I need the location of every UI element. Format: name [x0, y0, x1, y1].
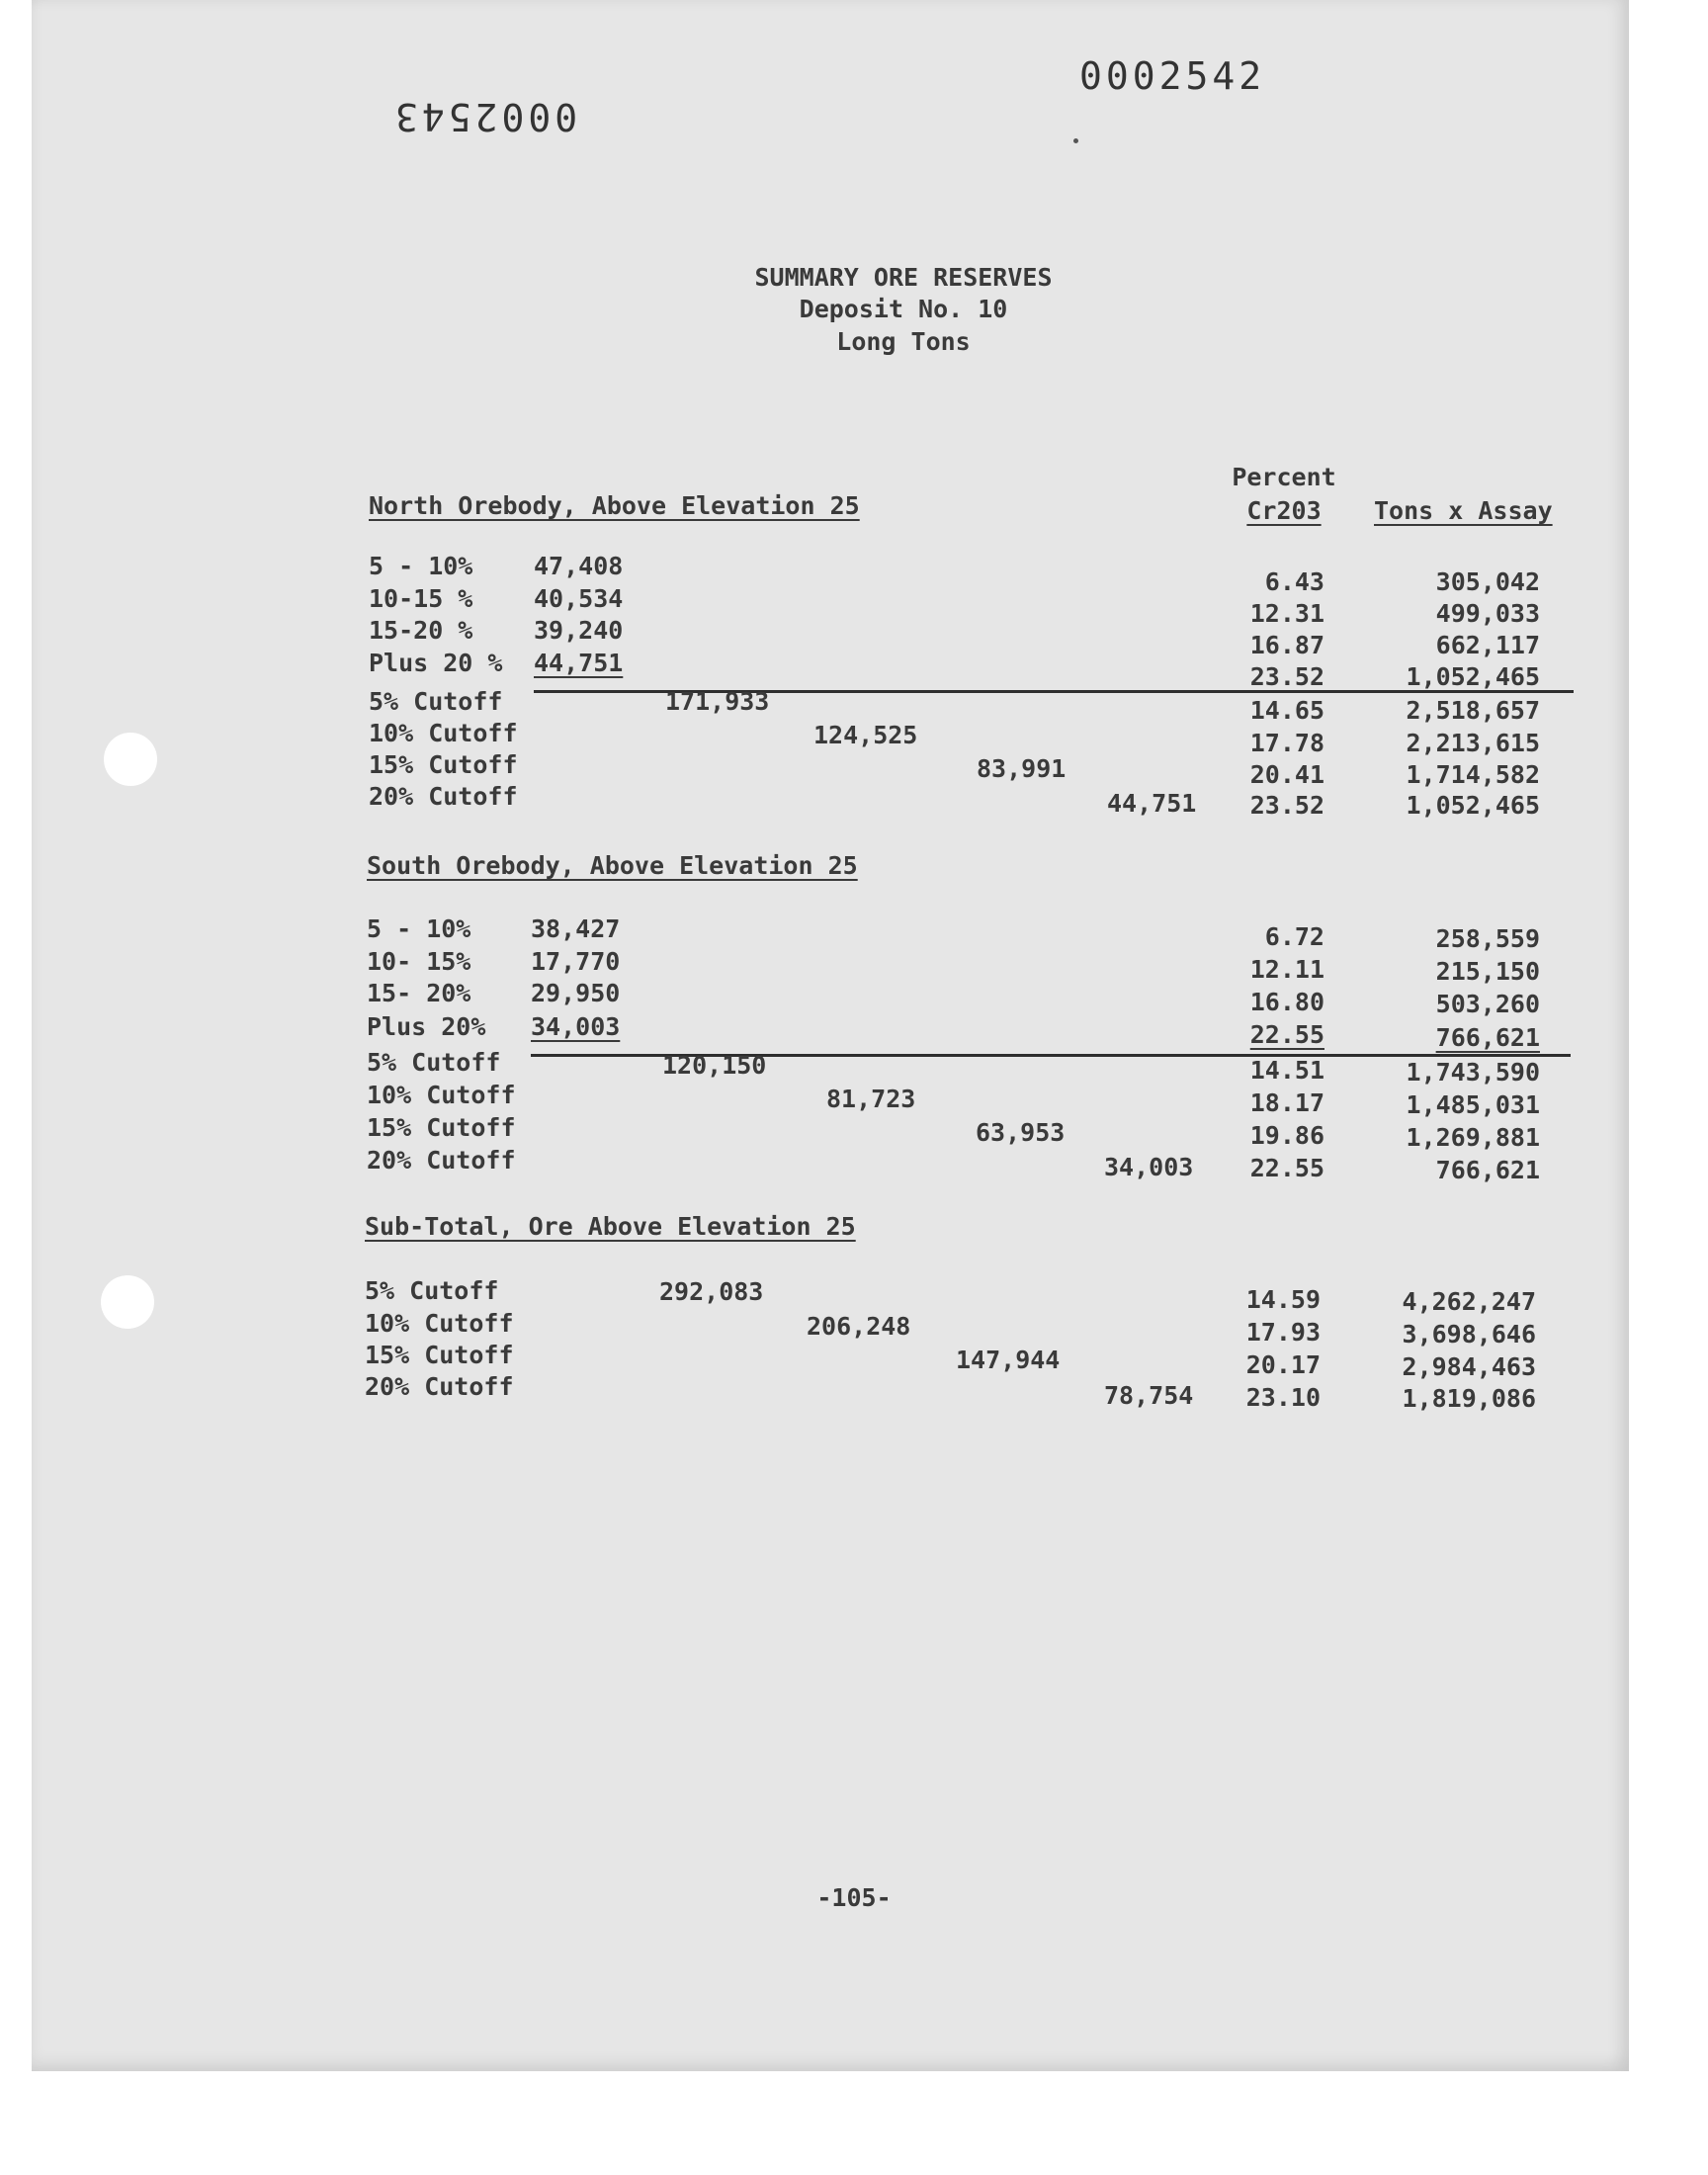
cutoff-percent: 19.86 [1249, 1121, 1324, 1150]
cutoff-tons: 83,991 [977, 754, 1067, 783]
grade-assay: 662,117 [1435, 631, 1540, 659]
cutoff-label: 15% Cutoff [369, 750, 518, 779]
cutoff-percent: 22.55 [1249, 1154, 1324, 1182]
cutoff-label: 10% Cutoff [369, 719, 518, 747]
cutoff-percent: 18.17 [1249, 1088, 1324, 1117]
section-heading-subtotal: Sub-Total, Ore Above Elevation 25 [365, 1212, 856, 1241]
ink-speck [1073, 138, 1078, 143]
cutoff-assay: 3,698,646 [1402, 1320, 1536, 1348]
grade-assay: 305,042 [1435, 567, 1540, 596]
cutoff-label: 15% Cutoff [365, 1341, 514, 1369]
grade-tons: 44,751 [534, 649, 624, 677]
cutoff-percent: 14.65 [1249, 696, 1324, 725]
cutoff-percent: 23.10 [1245, 1383, 1321, 1412]
document-subtitle: Deposit No. 10 [799, 295, 1008, 323]
cutoff-tons: 78,754 [1104, 1381, 1194, 1410]
cutoff-percent: 23.52 [1249, 791, 1324, 820]
cutoff-label: 20% Cutoff [369, 782, 518, 811]
cutoff-label: 10% Cutoff [365, 1309, 514, 1338]
cutoff-tons: 120,150 [662, 1051, 767, 1080]
grade-label: Plus 20% [367, 1012, 486, 1041]
cutoff-label: 10% Cutoff [367, 1081, 516, 1109]
punch-hole [101, 1275, 154, 1329]
cutoff-assay: 1,052,465 [1406, 791, 1540, 820]
grade-tons: 38,427 [531, 914, 621, 943]
grade-percent: 16.87 [1249, 631, 1324, 659]
grade-label: 10- 15% [367, 947, 471, 976]
cutoff-tons: 44,751 [1107, 789, 1197, 818]
grade-assay: 503,260 [1435, 990, 1540, 1018]
grade-label: Plus 20 % [369, 649, 503, 677]
cutoff-tons: 34,003 [1104, 1153, 1194, 1181]
cutoff-assay: 766,621 [1435, 1156, 1540, 1184]
grade-percent: 16.80 [1249, 988, 1324, 1016]
grade-tons: 40,534 [534, 584, 624, 613]
grade-percent: 6.43 [1264, 567, 1324, 596]
grade-percent: 12.31 [1249, 599, 1324, 628]
cutoff-tons: 292,083 [659, 1277, 764, 1306]
section-heading-south: South Orebody, Above Elevation 25 [367, 851, 858, 880]
grade-percent: 6.72 [1264, 922, 1324, 951]
cutoff-tons: 81,723 [826, 1085, 916, 1113]
grade-label: 15-20 % [369, 616, 473, 645]
cutoff-assay: 2,213,615 [1406, 729, 1540, 757]
punch-hole [104, 733, 157, 786]
cutoff-label: 15% Cutoff [367, 1113, 516, 1142]
page-number: -105- [816, 1883, 892, 1912]
cutoff-percent: 20.17 [1245, 1350, 1321, 1379]
document-title: SUMMARY ORE RESERVES [754, 263, 1053, 292]
col-header-tons-assay: Tons x Assay [1374, 496, 1553, 525]
grade-tons: 29,950 [531, 979, 621, 1007]
grade-label: 5 - 10% [369, 552, 473, 580]
grade-assay: 258,559 [1435, 924, 1540, 953]
col-header-percent: Percent [1232, 463, 1336, 491]
cutoff-assay: 1,485,031 [1406, 1090, 1540, 1119]
cutoff-tons: 171,933 [665, 687, 770, 716]
grade-tons: 47,408 [534, 552, 624, 580]
cutoff-label: 20% Cutoff [367, 1146, 516, 1174]
grade-percent: 23.52 [1249, 662, 1324, 691]
cutoff-assay: 2,984,463 [1402, 1352, 1536, 1381]
cutoff-tons: 147,944 [956, 1346, 1061, 1374]
cutoff-percent: 20.41 [1249, 760, 1324, 789]
grade-tons: 39,240 [534, 616, 624, 645]
cutoff-assay: 1,743,590 [1406, 1058, 1540, 1087]
cutoff-label: 5% Cutoff [369, 687, 503, 716]
cutoff-percent: 14.59 [1245, 1285, 1321, 1314]
grade-label: 15- 20% [367, 979, 471, 1007]
cutoff-label: 5% Cutoff [367, 1048, 501, 1077]
cutoff-assay: 1,819,086 [1402, 1384, 1536, 1413]
document-number: 0002542 [1079, 54, 1266, 98]
grade-label: 10-15 % [369, 584, 473, 613]
grade-label: 5 - 10% [367, 914, 471, 943]
grade-percent: 12.11 [1249, 955, 1324, 984]
cutoff-percent: 17.78 [1249, 729, 1324, 757]
cutoff-tons: 124,525 [813, 721, 918, 749]
cutoff-assay: 4,262,247 [1402, 1287, 1536, 1316]
grade-tons: 34,003 [531, 1012, 621, 1041]
grade-assay: 499,033 [1435, 599, 1540, 628]
cutoff-assay: 2,518,657 [1406, 696, 1540, 725]
cutoff-label: 5% Cutoff [365, 1276, 499, 1305]
cutoff-percent: 17.93 [1245, 1318, 1321, 1347]
mirrored-document-number: 0002543 [391, 95, 578, 138]
cutoff-tons: 206,248 [807, 1312, 911, 1341]
cutoff-assay: 1,269,881 [1406, 1123, 1540, 1152]
cutoff-tons: 63,953 [976, 1118, 1066, 1147]
grade-percent: 22.55 [1249, 1020, 1324, 1049]
col-header-cr203: Cr203 [1246, 496, 1322, 525]
document-units: Long Tons [836, 327, 971, 356]
section-heading-north: North Orebody, Above Elevation 25 [369, 491, 860, 520]
cutoff-percent: 14.51 [1249, 1056, 1324, 1085]
grade-assay: 1,052,465 [1406, 662, 1540, 691]
grade-tons: 17,770 [531, 947, 621, 976]
cutoff-label: 20% Cutoff [365, 1372, 514, 1401]
grade-assay: 766,621 [1435, 1023, 1540, 1052]
grade-assay: 215,150 [1435, 957, 1540, 986]
cutoff-assay: 1,714,582 [1406, 760, 1540, 789]
